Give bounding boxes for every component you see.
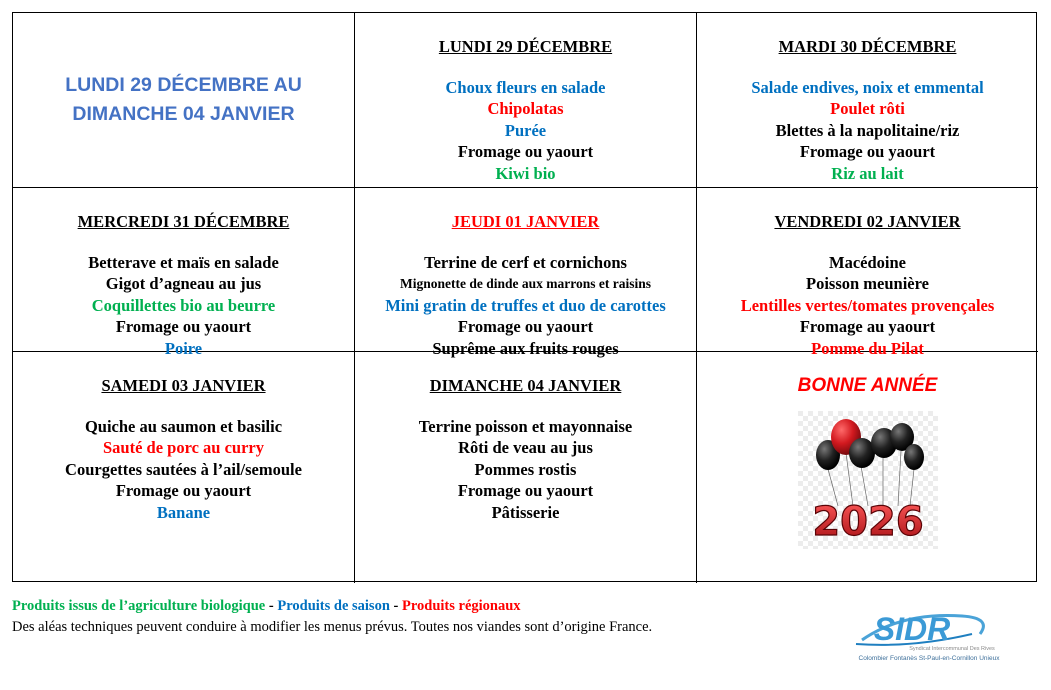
menu-item: Lentilles vertes/tomates provençales bbox=[740, 295, 995, 315]
logo-tagline: Syndicat Intercommunal Des Rives bbox=[909, 646, 995, 652]
menu-item: Banane bbox=[156, 502, 211, 522]
week-title-cell bbox=[13, 13, 355, 188]
year-text: 2026 bbox=[811, 498, 924, 545]
menu-item: Chipolatas bbox=[487, 99, 564, 118]
greeting-text: BONNE ANNÉE bbox=[797, 375, 938, 396]
day-cell-wednesday bbox=[13, 188, 355, 358]
menu-item: Mini gratin de truffes et duo de carottes bbox=[385, 295, 666, 315]
day-title: VENDREDI 02 JANVIER bbox=[774, 212, 961, 231]
menu-item: Fromage ou yaourt bbox=[457, 317, 594, 336]
day-cell-tuesday bbox=[697, 13, 1038, 188]
menu-item: Mignonette de dinde aux marrons et raisins bbox=[399, 276, 651, 291]
balloons-2026-image bbox=[798, 411, 938, 549]
week-title-line-2: DIMANCHE 04 JANVIER bbox=[72, 103, 295, 125]
logo-name: SIDR bbox=[873, 611, 951, 647]
day-cell-monday bbox=[355, 13, 697, 188]
legend-separator: - bbox=[265, 598, 278, 614]
menu-item: Pomme du Pilat bbox=[811, 338, 924, 358]
menu-item: Poisson meunière bbox=[806, 274, 929, 293]
logo-communes: Colombier Fontanès St-Paul-en-Cornillon Unieux bbox=[858, 655, 1000, 662]
menu-item: Riz au lait bbox=[831, 163, 904, 183]
menu-item: Pâtisserie bbox=[491, 502, 560, 522]
menu-item: Fromage au yaourt bbox=[799, 317, 936, 336]
day-cell-friday bbox=[697, 188, 1038, 358]
day-title: MARDI 30 DÉCEMBRE bbox=[778, 37, 957, 56]
menu-item: Choux fleurs en salade bbox=[445, 77, 606, 97]
legend bbox=[12, 598, 521, 615]
menu-item: Suprême aux fruits rouges bbox=[432, 338, 619, 358]
menu-item: Terrine poisson et mayonnaise bbox=[418, 416, 633, 436]
balloon-black bbox=[904, 444, 924, 470]
menu-item: Quiche au saumon et basilic bbox=[84, 416, 283, 436]
menu-item: Pommes rostis bbox=[474, 459, 577, 479]
day-title: JEUDI 01 JANVIER bbox=[451, 212, 600, 231]
menu-item: Blettes à la napolitaine/riz bbox=[775, 120, 960, 140]
menu-item: Macédoine bbox=[829, 252, 906, 272]
menu-item: Courgettes sautées à l’ail/semoule bbox=[65, 459, 302, 479]
legend-separator: - bbox=[389, 598, 402, 614]
menu-item: Coquillettes bio au beurre bbox=[91, 295, 276, 315]
menu-item: Kiwi bio bbox=[495, 163, 556, 183]
menu-grid bbox=[12, 12, 1037, 582]
menu-item: Sauté de porc au curry bbox=[102, 438, 265, 457]
menu-item: Terrine de cerf et cornichons bbox=[424, 252, 627, 272]
menu-item: Fromage ou yaourt bbox=[115, 317, 252, 336]
disclaimer-note: Des aléas techniques peuvent conduire à modifier les menus prévus. Toutes nos viandes sont d’origine France. bbox=[12, 619, 653, 635]
day-title: LUNDI 29 DÉCEMBRE bbox=[438, 37, 613, 56]
day-title: MERCREDI 31 DÉCEMBRE bbox=[77, 212, 290, 231]
menu-item: Salade endives, noix et emmental bbox=[751, 77, 984, 97]
day-cell-saturday bbox=[13, 352, 355, 583]
legend-saison: Produits de saison bbox=[277, 598, 390, 614]
menu-item: Poulet rôti bbox=[830, 99, 905, 118]
day-cell-sunday bbox=[355, 352, 697, 583]
week-title-line-1: LUNDI 29 DÉCEMBRE AU bbox=[65, 74, 302, 96]
week-title bbox=[65, 71, 302, 129]
menu-item: Fromage ou yaourt bbox=[115, 481, 252, 500]
day-cell-thursday bbox=[355, 188, 697, 358]
legend-bio: Produits issus de l’agriculture biologique bbox=[12, 598, 266, 614]
menu-item: Poire bbox=[164, 338, 203, 358]
menu-item: Fromage ou yaourt bbox=[457, 481, 594, 500]
day-title: SAMEDI 03 JANVIER bbox=[101, 376, 266, 395]
menu-item: Fromage ou yaourt bbox=[457, 142, 594, 161]
menu-item: Fromage ou yaourt bbox=[799, 142, 936, 161]
day-title: DIMANCHE 04 JANVIER bbox=[429, 376, 622, 395]
greeting-cell bbox=[697, 352, 1038, 583]
menu-item: Purée bbox=[504, 120, 547, 140]
menu-item: Betterave et maïs en salade bbox=[88, 252, 279, 272]
legend-regional: Produits régionaux bbox=[401, 598, 521, 614]
sidr-logo bbox=[842, 604, 1022, 666]
menu-item: Rôti de veau au jus bbox=[458, 438, 593, 457]
menu-item: Gigot d’agneau au jus bbox=[105, 274, 262, 293]
